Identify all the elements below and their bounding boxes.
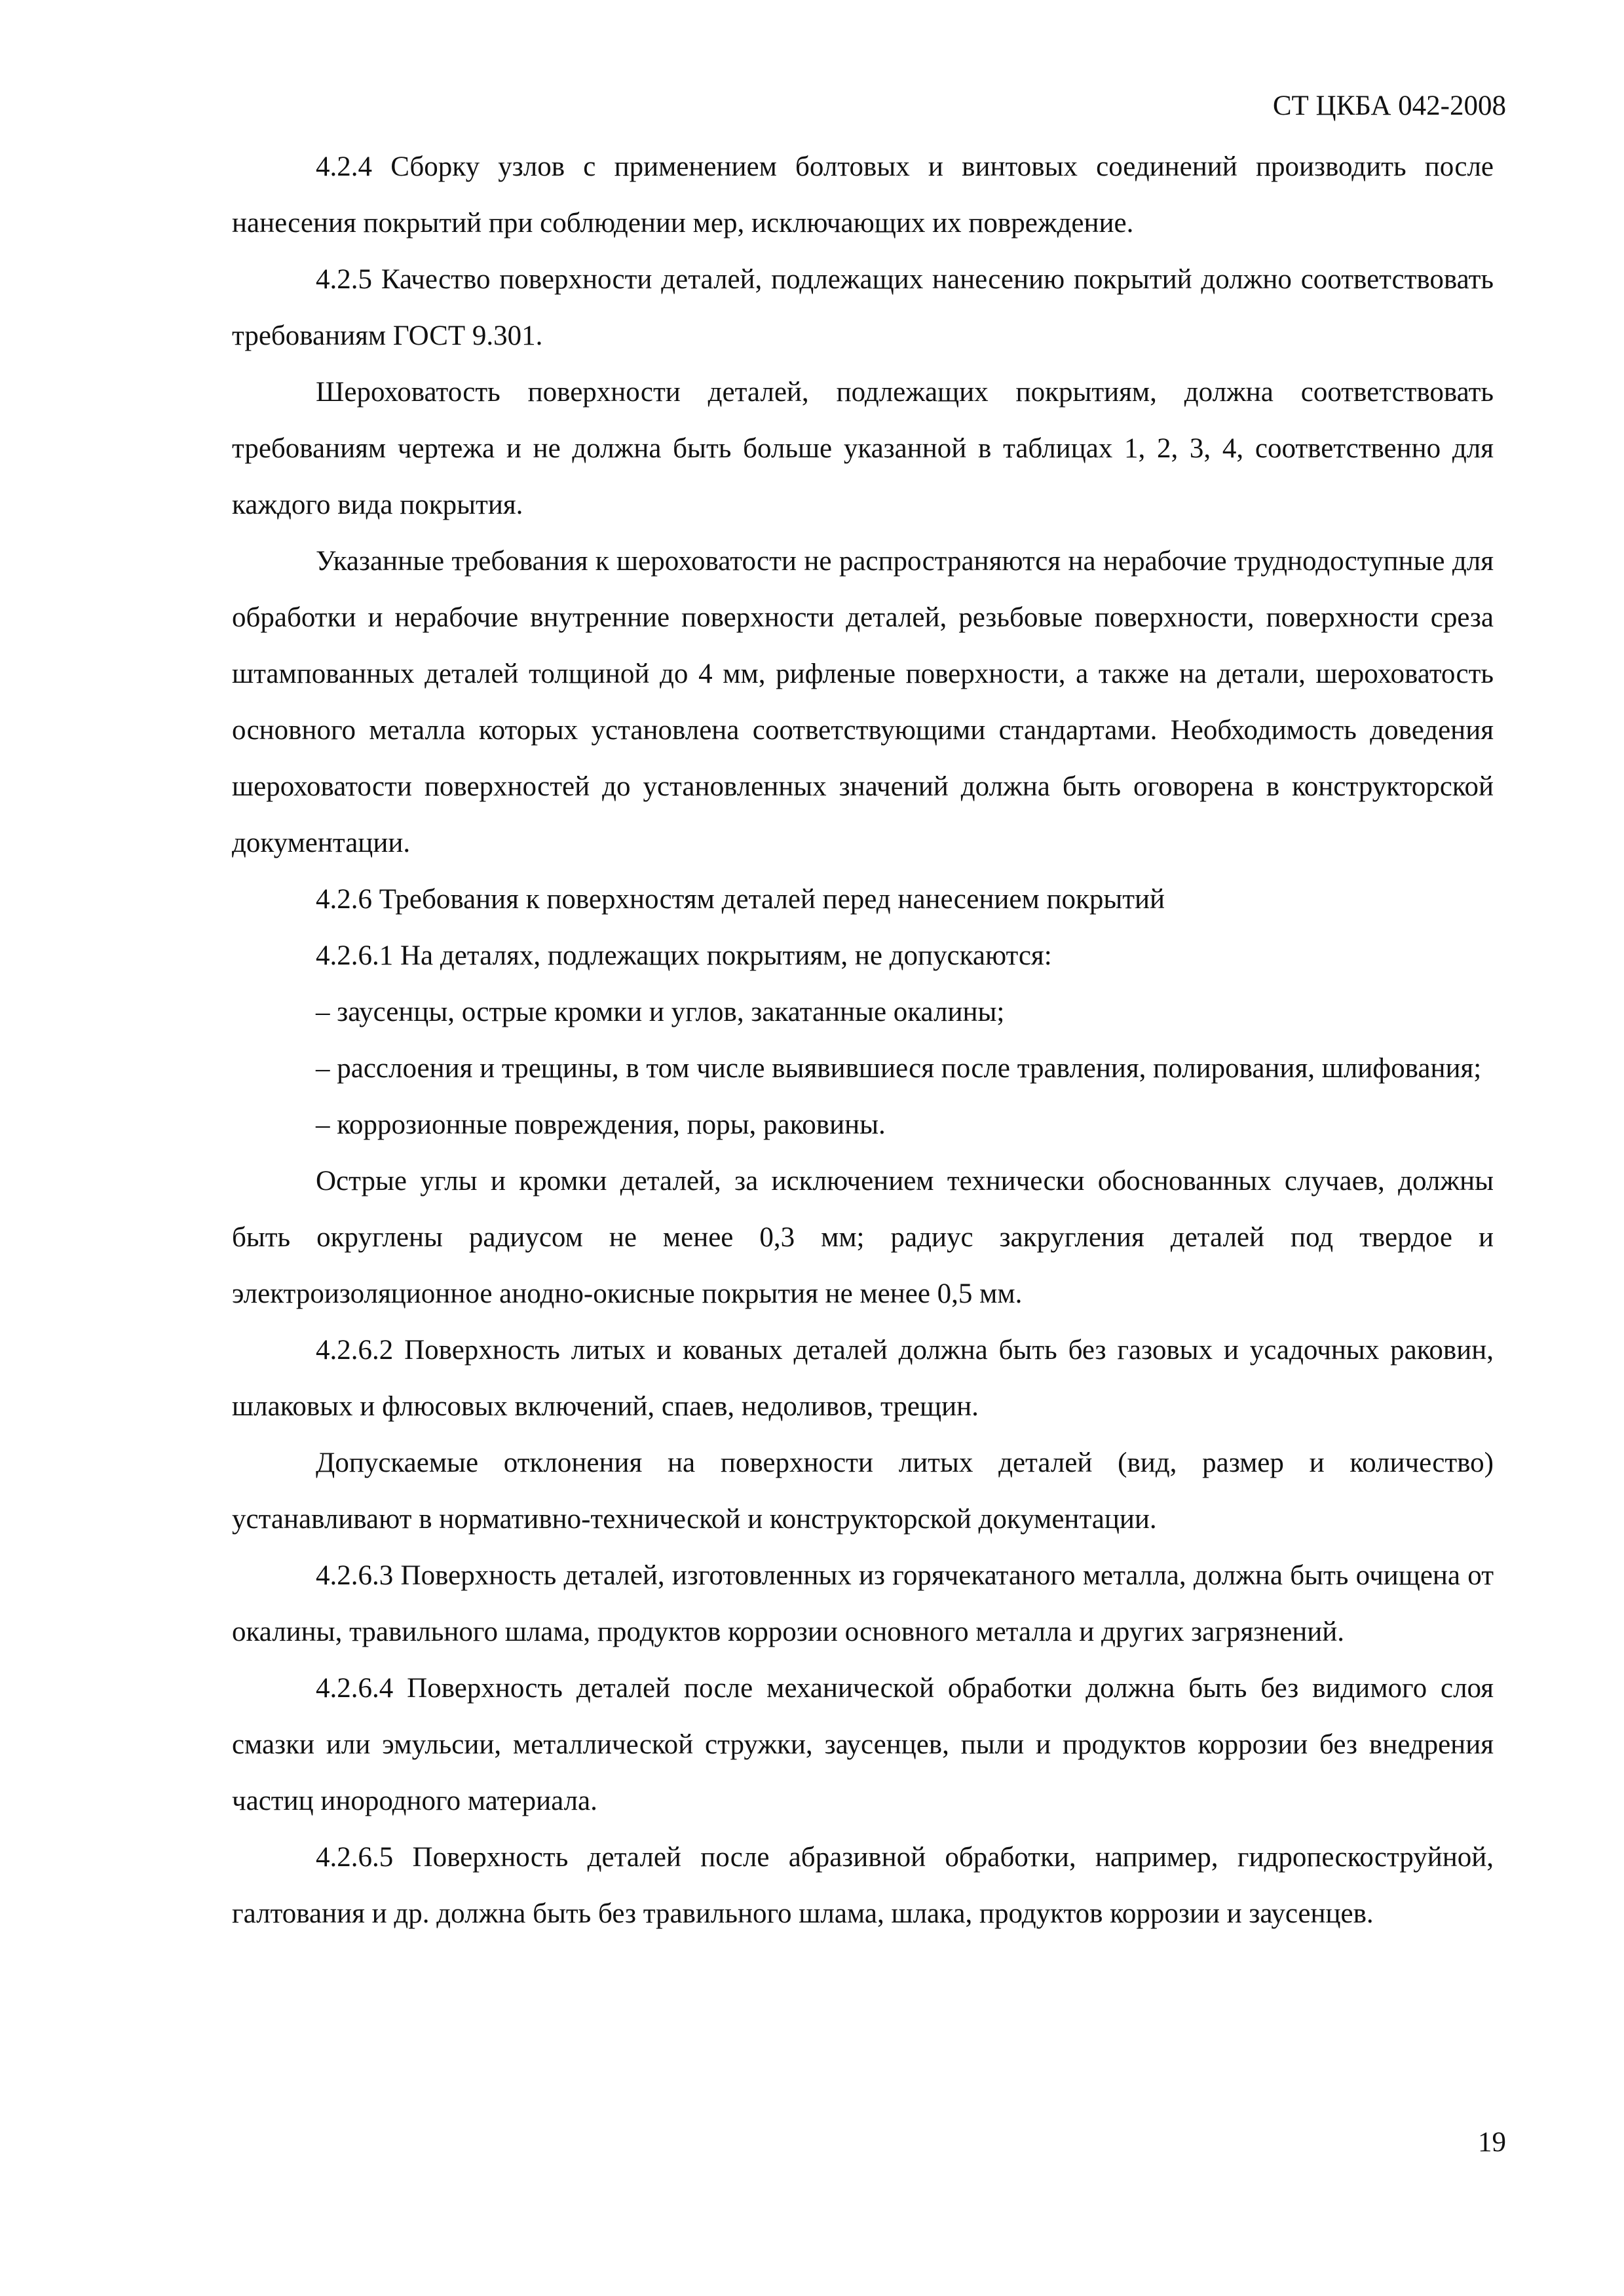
paragraph-roughness-exceptions: Указанные требования к шероховатости не распространяются на нерабочие труднодоступные для обработки и нерабочие внутренние поверхности деталей, резьбовые поверхности, поверхности среза штампованных деталей толщиной до 4 мм, рифленые поверхности, а также на детали, шероховатость основного металла которых установлена соответствующими стандартами. Необходимость доведения шероховатости поверхностей до установленных значений должна быть оговорена в конструкторской документации. [232, 546, 1494, 858]
paragraph-sharp-edges: Острые углы и кромки деталей, за исключением технически обоснованных случаев, должны быть округлены радиусом не менее 0,3 мм; радиус закругления деталей под твердое и электроизоляционное анодно-окисные покрытия не менее 0,5 мм. [232, 1166, 1494, 1309]
paragraph-roughness: Шероховатость поверхности деталей, подлежащих покрытиям, должна соответствовать требованиям чертежа и не должна быть больше указанной в таблицах 1, 2, 3, 4, соответственно для каждого вида покрытия. [232, 377, 1494, 520]
paragraph-4-2-6-1: 4.2.6.1 На деталях, подлежащих покрытиям, не допускаются: [316, 940, 1052, 971]
list-item-cracks: – расслоения и трещины, в том числе выявившиеся после травления, полирования, шлифования; [316, 1053, 1482, 1084]
page-number: 19 [1478, 2127, 1506, 2158]
paragraph-4-2-6-2: 4.2.6.2 Поверхность литых и кованых деталей должна быть без газовых и усадочных раковин, шлаковых и флюсовых включений, спаев, недоливов, трещин. [232, 1335, 1494, 1422]
document-code-header: СТ ЦКБА 042-2008 [1272, 90, 1506, 121]
document-body [232, 139, 1494, 1942]
paragraph-4-2-5: 4.2.5 Качество поверхности деталей, подлежащих нанесению покрытий должно соответствовать требованиям ГОСТ 9.301. [232, 264, 1494, 351]
list-item-corrosion: – коррозионные повреждения, поры, раковины. [316, 1109, 886, 1140]
paragraph-4-2-6-4: 4.2.6.4 Поверхность деталей после механической обработки должна быть без видимого слоя смазки или эмульсии, металлической стружки, заусенцев, пыли и продуктов коррозии без внедрения частиц инородного материала. [232, 1673, 1494, 1816]
paragraph-4-2-6-5: 4.2.6.5 Поверхность деталей после абразивной обработки, например, гидропескоструйной, галтования и др. должна быть без травильного шлама, шлака, продуктов коррозии и заусенцев. [232, 1842, 1494, 1929]
list-item-burrs: – заусенцы, острые кромки и углов, закатанные окалины; [316, 997, 1005, 1027]
paragraph-4-2-6: 4.2.6 Требования к поверхностям деталей перед нанесением покрытий [316, 884, 1165, 915]
paragraph-4-2-4: 4.2.4 Сборку узлов с применением болтовых и винтовых соединений производить после нанесения покрытий при соблюдении мер, исключающих их повреждение. [232, 151, 1494, 239]
paragraph-4-2-6-3: 4.2.6.3 Поверхность деталей, изготовленных из горячекатаного металла, должна быть очищена от окалины, травильного шлама, продуктов коррозии основного металла и других загрязнений. [232, 1560, 1494, 1647]
paragraph-allowed-deviations: Допускаемые отклонения на поверхности литых деталей (вид, размер и количество) устанавливают в нормативно-технической и конструкторской документации. [232, 1447, 1494, 1535]
